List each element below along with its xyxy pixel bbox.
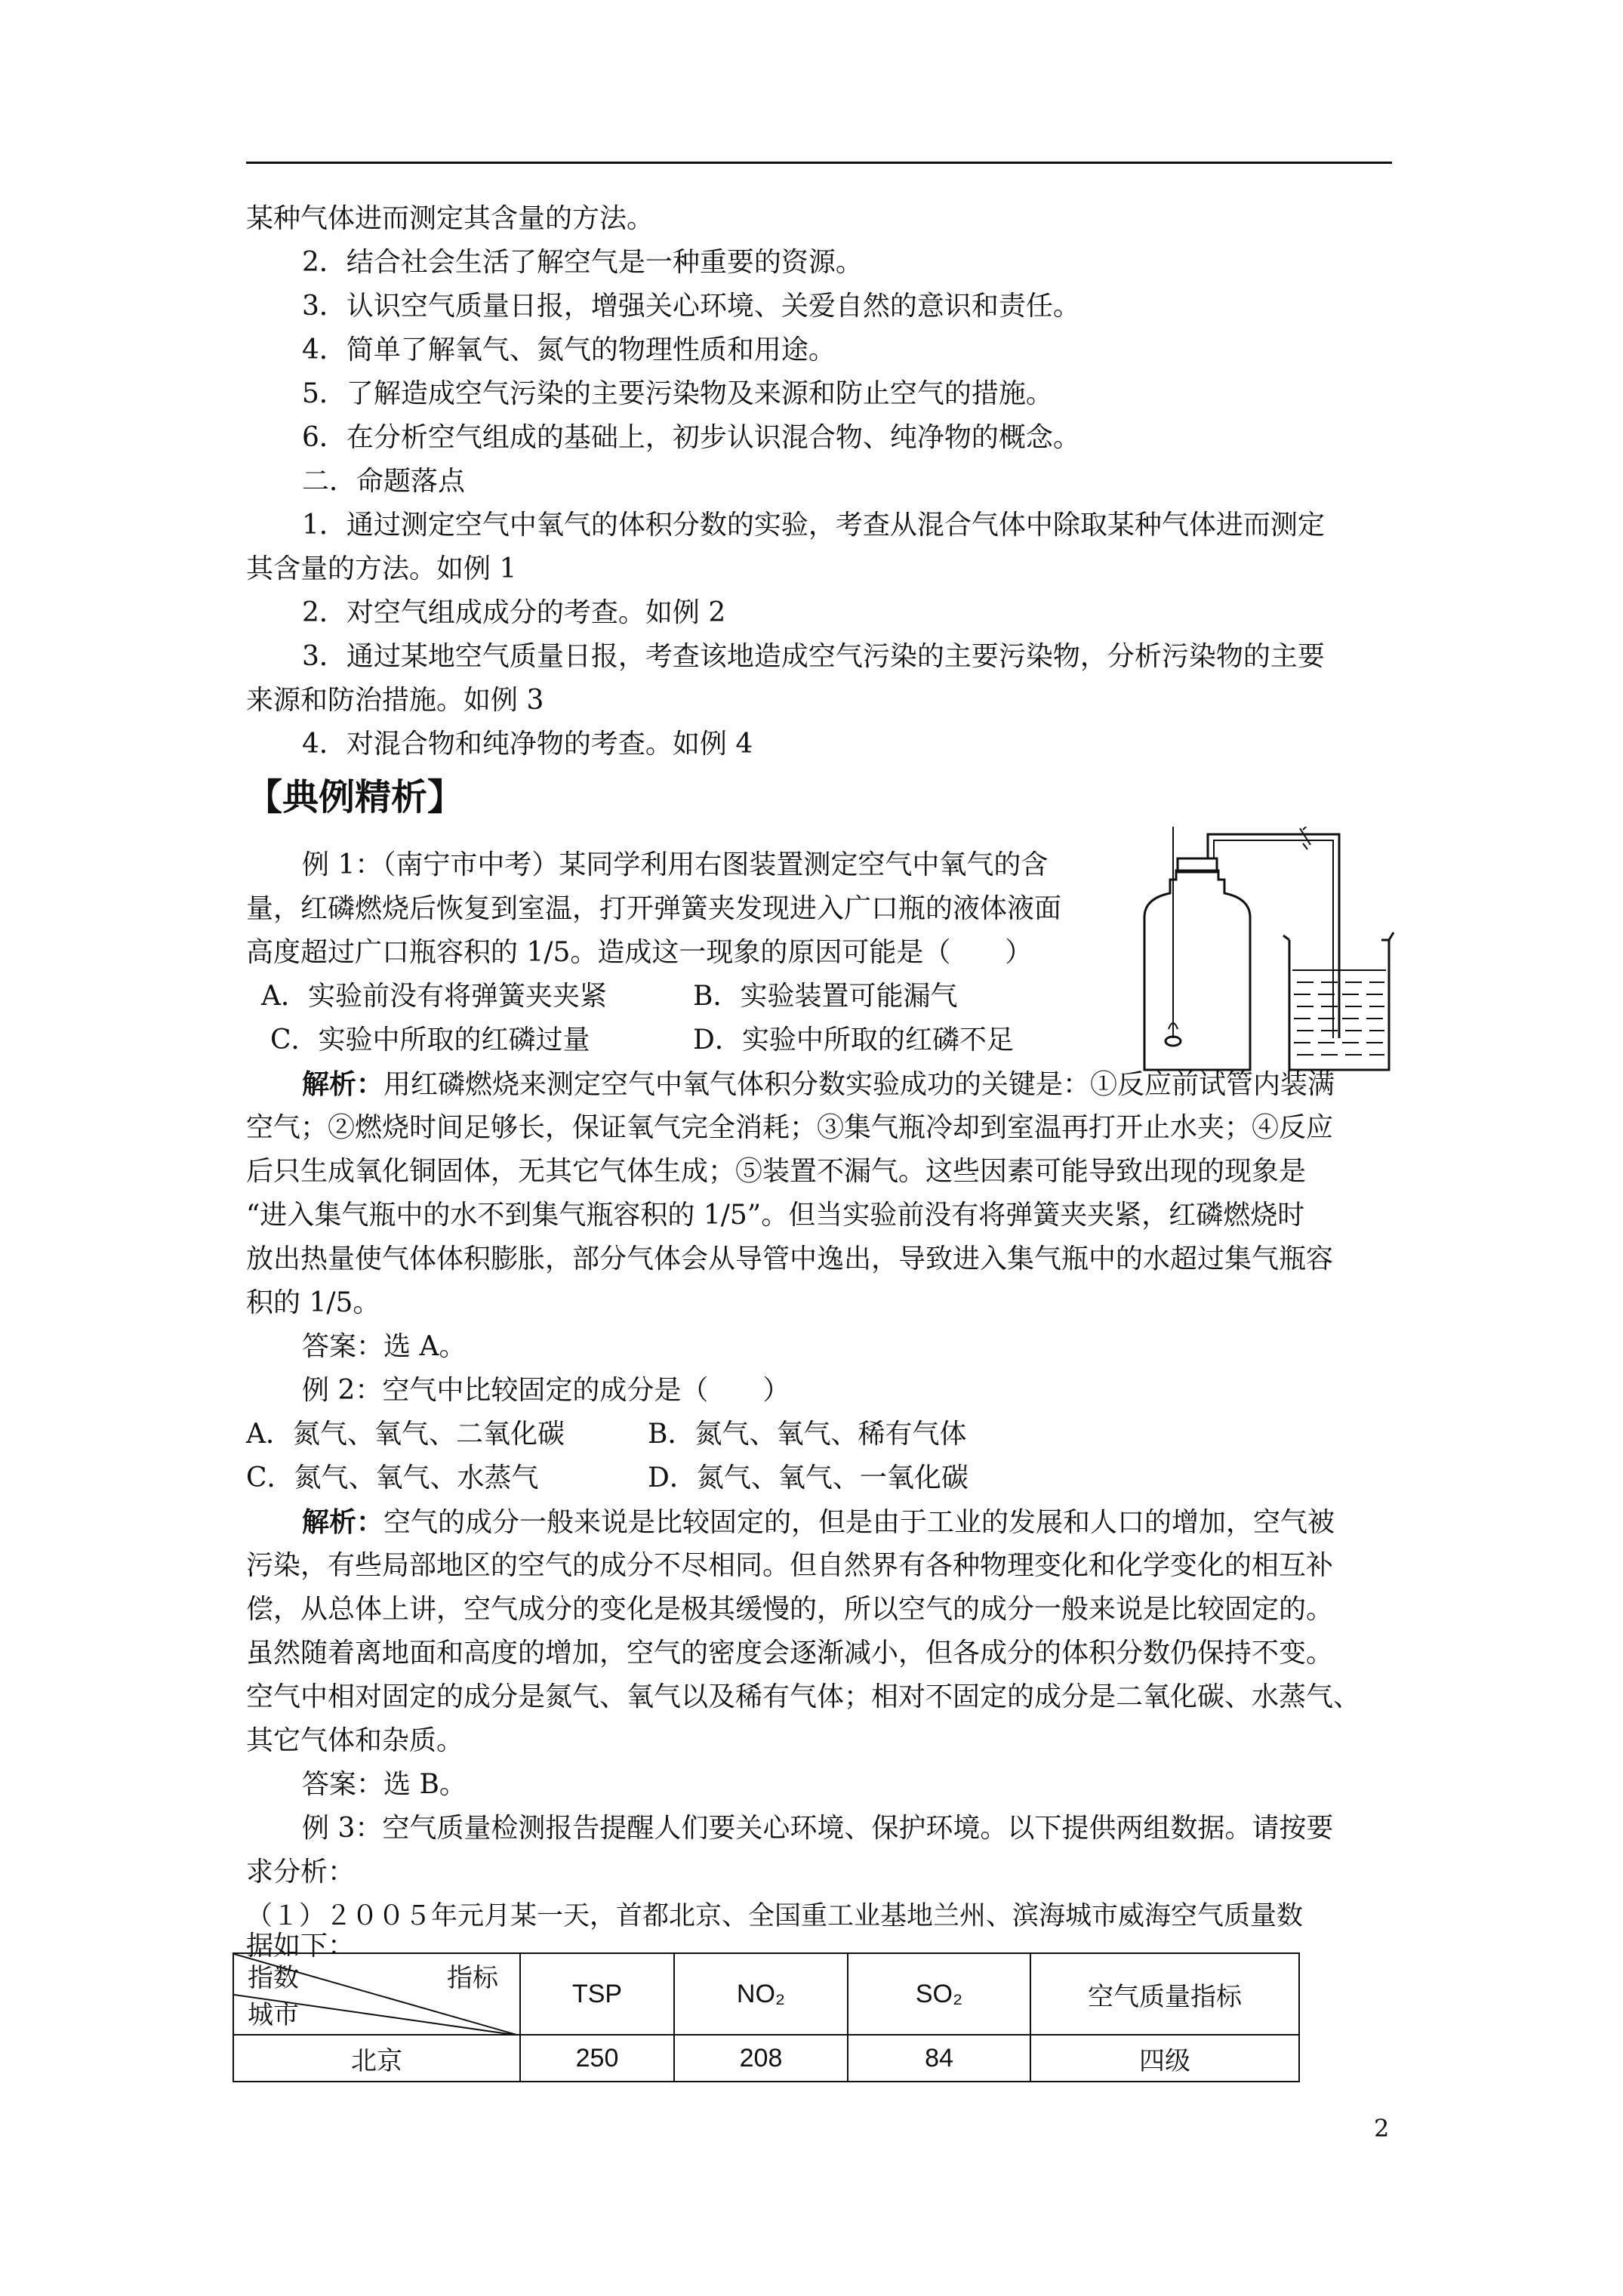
table-header-row [233, 1953, 1299, 2035]
ex1-question: 例 1：（南宁市中考）某同学利用右图装置测定空气中氧气的含 [302, 849, 1049, 880]
header-rule [246, 162, 1392, 164]
ex2-analysis [302, 1505, 1335, 1539]
table-row [233, 2035, 1299, 2082]
column-header: NO₂ [674, 1953, 848, 2035]
ex1-answer: 答案：选 A。 [302, 1331, 467, 1362]
ex1-analysis: 积的 1/5。 [246, 1287, 380, 1318]
column-header: SO₂ [848, 1953, 1030, 2035]
ex3-paragraph: （１）２００５年元月某一天，首都北京、全国重工业基地兰州、滨海城市威海空气质量数 [246, 1901, 1304, 1931]
text-line: 3．认识空气质量日报，增强关心环境、关爱自然的意识和责任。 [302, 291, 1080, 322]
analysis-text: 空气的成分一般来说是比较固定的，但是由于工业的发展和人口的增加，空气被 [383, 1507, 1335, 1538]
ex2-answer: 答案：选 B。 [302, 1769, 467, 1800]
column-header: TSP [520, 1953, 674, 2035]
analysis-text: 用红磷燃烧来测定空气中氧气体积分数实验成功的关键是：①反应前试管内装满 [383, 1069, 1335, 1100]
text-line: 1．通过测定空气中氧气的体积分数的实验，考查从混合气体中除取某种气体进而测定 [302, 510, 1325, 541]
text-line: 4．对混合物和纯净物的考查。如例 4 [302, 729, 753, 760]
text-line: 6．在分析空气组成的基础上，初步认识混合物、纯净物的概念。 [302, 422, 1080, 453]
text-line: 某种气体进而测定其含量的方法。 [246, 203, 654, 234]
ex3-paragraph: 据如下： [246, 1931, 356, 1962]
air-quality-table [233, 1952, 1300, 2082]
ex1-option-a: A．实验前没有将弹簧夹夹紧 [261, 981, 607, 1012]
corner-label-metric: 指标 [447, 1964, 498, 1992]
ex2-question: 例 2：空气中比较固定的成分是（ ） [302, 1375, 790, 1406]
ex2-option-a: A．氮气、氧气、二氧化碳 [246, 1419, 565, 1450]
ex2-option-c: C．氮气、氧气、水蒸气 [246, 1462, 539, 1493]
ex3-question: 例 3：空气质量检测报告提醒人们要关心环境、保护环境。以下提供两组数据。请按要 [302, 1813, 1334, 1844]
analysis-label: 解析： [302, 1506, 384, 1538]
analysis-label: 解析： [302, 1068, 384, 1100]
corner-label-city: 城市 [248, 2001, 299, 2029]
ex1-question: 量，红磷燃烧后恢复到室温，打开弹簧夹发现进入广口瓶的液体液面 [246, 893, 1062, 924]
table-cell: 208 [674, 2035, 848, 2082]
ex1-analysis [302, 1068, 1335, 1102]
ex1-analysis: 放出热量使气体体积膨胀，部分气体会从导管中逸出，导致进入集气瓶中的水超过集气瓶容 [246, 1244, 1334, 1274]
ex2-analysis: 偿，从总体上讲，空气成分的变化是极其缓慢的，所以空气的成分一般来说是比较固定的。 [246, 1594, 1334, 1625]
text-line: 2．结合社会生活了解空气是一种重要的资源。 [302, 247, 863, 278]
table-cell: 北京 [233, 2035, 520, 2082]
ex1-option-d: D．实验中所取的红磷不足 [693, 1025, 1014, 1056]
ex2-option-d: D．氮气、氧气、一氧化碳 [648, 1462, 969, 1493]
ex1-analysis: “进入集气瓶中的水不到集气瓶容积的 1/5”。但当实验前没有将弹簧夹夹紧，红磷燃烧时 [246, 1200, 1305, 1231]
text-line: 5．了解造成空气污染的主要污染物及来源和防止空气的措施。 [302, 378, 1053, 409]
text-line: 2．对空气组成成分的考查。如例 2 [302, 597, 726, 628]
subheading: 二．命题落点 [302, 466, 466, 497]
ex1-analysis: 后只生成氧化铜固体，无其它气体生成；⑤装置不漏气。这些因素可能导致出现的现象是 [246, 1156, 1307, 1187]
ex2-analysis: 污染，有些局部地区的空气的成分不尽相同。但自然界有各种物理变化和化学变化的相互补 [246, 1550, 1334, 1581]
ex1-question: 高度超过广口瓶容积的 1/5。造成这一现象的原因可能是（ ） [246, 937, 1033, 968]
text-line: 3．通过某地空气质量日报，考查该地造成空气污染的主要污染物，分析污染物的主要 [302, 641, 1325, 672]
ex3-question: 求分析： [246, 1857, 356, 1888]
table-cell: 84 [848, 2035, 1030, 2082]
ex2-analysis: 虽然随着离地面和高度的增加，空气的密度会逐渐减小，但各成分的体积分数仍保持不变。 [246, 1638, 1334, 1669]
ex2-option-b: B．氮气、氧气、稀有气体 [648, 1419, 967, 1450]
ex1-option-b: B．实验装置可能漏气 [693, 981, 958, 1012]
table-cell: 250 [520, 2035, 674, 2082]
page-number: 2 [1374, 2114, 1390, 2143]
text-line: 其含量的方法。如例 1 [246, 553, 517, 584]
ex2-analysis: 空气中相对固定的成分是氮气、氧气以及稀有气体；相对不固定的成分是二氧化碳、水蒸气、 [246, 1681, 1361, 1712]
text-line: 来源和防治措施。如例 3 [246, 685, 544, 716]
column-header: 空气质量指标 [1030, 1953, 1299, 2035]
section-title: 【典例精析】 [246, 776, 464, 818]
ex1-analysis: 空气；②燃烧时间足够长，保证氧气完全消耗；③集气瓶冷却到室温再打开止水夹；④反应 [246, 1112, 1334, 1143]
text-line: 4．简单了解氧气、氮气的物理性质和用途。 [302, 334, 836, 365]
table-cell: 四级 [1030, 2035, 1299, 2082]
table-corner-cell [233, 1953, 520, 2035]
ex2-analysis: 其它气体和杂质。 [246, 1725, 464, 1756]
ex1-option-c: C．实验中所取的红磷过量 [270, 1025, 590, 1056]
apparatus-figure [1132, 827, 1397, 1076]
corner-label-index: 指数 [248, 1964, 299, 1992]
